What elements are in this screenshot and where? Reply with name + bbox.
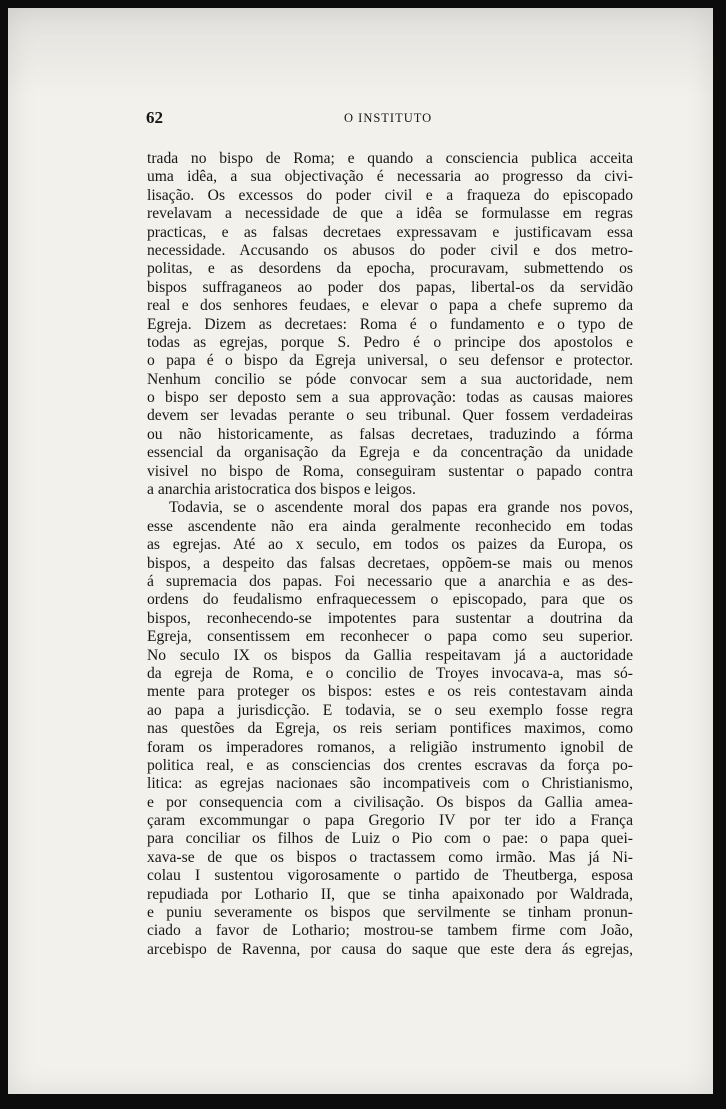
text-line: a anarchia aristocratica dos bispos e leigos. [147,481,416,499]
text-line: lisação. Os excessos do poder civil e a fraqueza do episcopado [147,186,633,204]
text-line: á supremacia dos papas. Foi necessario que a anarchia e as des- [147,572,633,590]
scanned-book-page [8,8,713,1094]
text-line: No seculo IX os bispos da Gallia respeitavam já a auctoridade [147,646,633,664]
paragraph-2 [147,499,633,959]
text-line: devem ser levadas perante o seu tribunal. Quer fossem verdadeiras [147,407,633,425]
text-line: ou não historicamente, as falsas decretaes, traduzindo a fórma [147,425,633,443]
text-line: Egreja, consentissem em reconhecer o papa como seu superior. [147,628,633,646]
text-line: da egreja de Roma, e o concilio de Troyes invocava-a, mas só- [147,664,633,682]
text-line: bispos suffraganeos ao poder dos papas, libertal-os da servidão [147,278,633,296]
text-line: politica real, e as consciencias dos crentes escravas da força po- [147,756,633,774]
page-header [146,108,633,132]
text-line: Egreja. Dizem as decretaes: Roma é o fundamento e o typo de [147,315,633,333]
text-line: uma idêa, a sua objectivação é necessaria ao progresso da civi- [147,168,633,186]
text-line: o papa é o bispo da Egreja universal, o seu defensor e protector. [147,352,633,370]
text-line: colau I sustentou vigorosamente o partido de Theutberga, esposa [147,867,633,885]
text-line: bispos, a despeito das falsas decretaes, oppõem-se mais ou menos [147,554,633,572]
text-line: litica: as egrejas nacionaes são incompativeis com o Christianismo, [147,775,633,793]
text-line: practicas, e as falsas decretaes expressavam e justificavam essa [147,223,633,241]
text-line: arcebispo de Ravenna, por causa do saque que este dera ás egrejas, [147,940,633,958]
text-line: visivel no bispo de Roma, conseguiram sustentar o papado contra [147,462,633,480]
paragraph-1 [147,150,633,499]
text-line: bispos, reconhecendo-se impotentes para sustentar a doutrina da [147,609,633,627]
text-line: Todavia, se o ascendente moral dos papas era grande nos povos, [169,499,633,517]
text-line: ciado a favor de Lothario; mostrou-se tambem firme com João, [147,922,633,940]
body-text [147,150,633,959]
text-line: ordens do feudalismo enfraquecessem o episcopado, para que os [147,591,633,609]
text-line: nas questões da Egreja, os reis seriam pontifices maximos, como [147,720,633,738]
text-line: xava-se de que os bispos o tractassem como irmão. Mas já Ni- [147,848,633,866]
text-line: repudiada por Lothario II, que se tinha apaixonado por Waldrada, [147,885,633,903]
text-line: ao papa a jurisdicção. E todavia, se o seu exemplo fosse regra [147,701,633,719]
text-line: essencial da organisação da Egreja e da concentração da unidade [147,444,633,462]
text-line: revelavam a necessidade de que a idêa se formulasse em regras [147,205,633,223]
text-line: trada no bispo de Roma; e quando a consciencia publica acceita [147,150,633,167]
text-line: as egrejas. Até ao x seculo, em todos os paizes da Europa, os [147,536,633,554]
text-line: Nenhum concilio se póde convocar sem a sua auctoridade, nem [147,370,633,388]
text-line: mente para proteger os bispos: estes e os reis contestavam ainda [147,683,633,701]
text-line: necessidade. Accusando os abusos do poder civil e dos metro- [147,241,633,259]
text-line: o bispo ser deposto sem a sua approvação: todas as causas maiores [147,389,633,407]
text-line: politas, e as desordens da epocha, procuravam, submettendo os [147,260,633,278]
scan-shading [8,8,713,98]
running-title: O INSTITUTO [344,111,433,125]
text-line: e por consequencia com a civilisação. Os bispos da Gallia amea- [147,793,633,811]
text-line: foram os imperadores romanos, a religião instrumento ignobil de [147,738,633,756]
text-line: para conciliar os filhos de Luiz o Pio com o pae: o papa quei- [147,830,633,848]
page-number: 62 [146,108,163,127]
text-line: todas as egrejas, porque S. Pedro é o principe dos apostolos e [147,333,633,351]
text-line: e puniu severamente os bispos que servilmente se tinham pronun- [147,904,633,922]
text-line: esse ascendente não era ainda geralmente reconhecido em todas [147,517,633,535]
text-line: çaram excommungar o papa Gregorio IV por ter ido a França [147,812,633,830]
text-line: real e dos senhores feudaes, e elevar o papa a chefe supremo da [147,297,633,315]
